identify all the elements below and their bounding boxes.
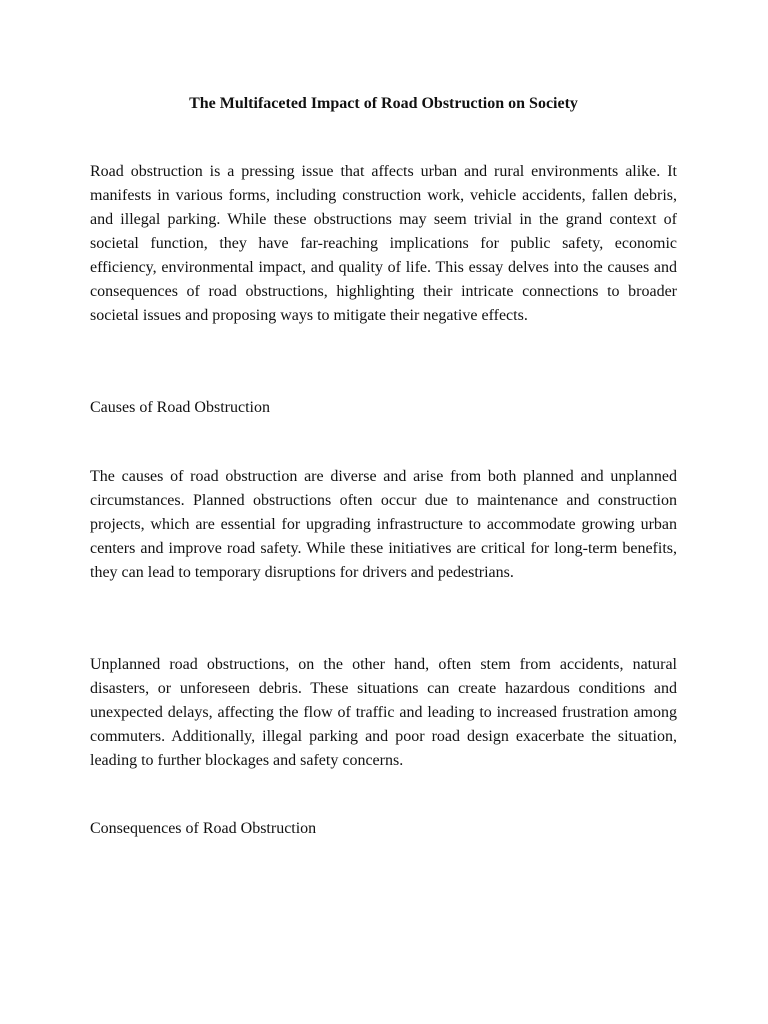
- document-title: The Multifaceted Impact of Road Obstruction on Society: [189, 95, 578, 112]
- section-heading-causes: Causes of Road Obstruction: [90, 399, 270, 416]
- causes-paragraph-planned: The causes of road obstruction are diverse and arise from both planned and unplanned circumstances. Planned obstructions often occur due to maintenance and construction projects, which are essential for upgrading infrastructure to accommodate growing urban centers and improve road safety. While these initiatives are critical for long-term benefits, they can lead to temporary disruptions for drivers and pedestrians.: [90, 468, 677, 581]
- causes-paragraph-unplanned: Unplanned road obstructions, on the other hand, often stem from accidents, natural disasters, or unforeseen debris. These situations can create hazardous conditions and unexpected delays, affecting the flow of traffic and leading to increased frustration among commuters. Additionally, illegal parking and poor road design exacerbate the situation, leading to further blockages and safety concerns.: [90, 656, 677, 769]
- intro-paragraph: Road obstruction is a pressing issue that affects urban and rural environments alike. It manifests in various forms, including construction work, vehicle accidents, fallen debris, and illegal parking. While these obstructions may seem trivial in the grand context of societal function, they have far-reaching implications for public safety, economic efficiency, environmental impact, and quality of life. This essay delves into the causes and consequences of road obstructions, highlighting their intricate connections to broader societal issues and proposing ways to mitigate their negative effects.: [90, 163, 677, 324]
- section-heading-consequences: Consequences of Road Obstruction: [90, 820, 317, 837]
